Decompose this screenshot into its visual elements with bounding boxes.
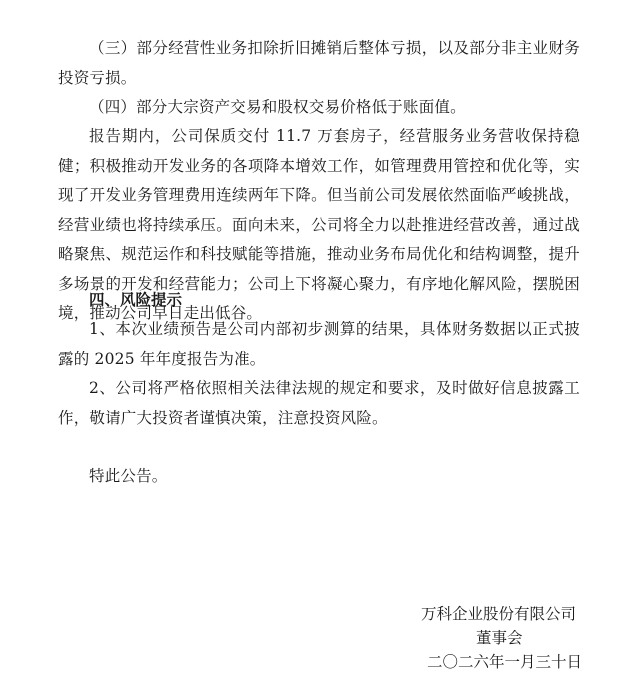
paragraph-reporting-period: 报告期内，公司保质交付 11.7 万套房子，经营服务业务营收保持稳健；积极推动开发业务的各项降本增效工作，如管理费用管控和优化等，实现了开发业务管理费用连续两年下降。但当前公司发展依然面临严峻挑战，经营业绩也将持续承压。面向未来，公司将全力以赴推进经营改善，通过战略聚焦、规范运作和科技赋能等措施，推动业务布局优化和结构调整，提升多场景的开发和经营能力；公司上下将凝心聚力，有序地化解风险，摆脱困境，推动公司早日走出低谷。 [58, 127, 580, 322]
risk-item-2: 2、公司将严格依照相关法律法规的规定和要求，及时做好信息披露工作，敬请广大投资者谨慎决策，注意投资风险。 [58, 379, 580, 427]
signature-company: 万科企业股份有限公司 [421, 605, 577, 623]
paragraph-item-four: （四）部分大宗资产交易和股权交易价格低于账面值。 [89, 98, 466, 116]
closing-statement: 特此公告。 [89, 467, 168, 485]
risk-item-1: 1、本次业绩预告是公司内部初步测算的结果，具体财务数据以正式披露的 2025 年年度报告为准。 [58, 320, 580, 368]
section-heading-risk-warning: 四、风险提示 [89, 291, 183, 309]
paragraph-item-three: （三）部分经营性业务扣除折旧摊销后整体亏损，以及部分非主业财务投资亏损。 [58, 39, 580, 87]
signature-board: 董事会 [476, 629, 523, 647]
signature-date: 二〇二六年一月三十日 [427, 653, 583, 671]
